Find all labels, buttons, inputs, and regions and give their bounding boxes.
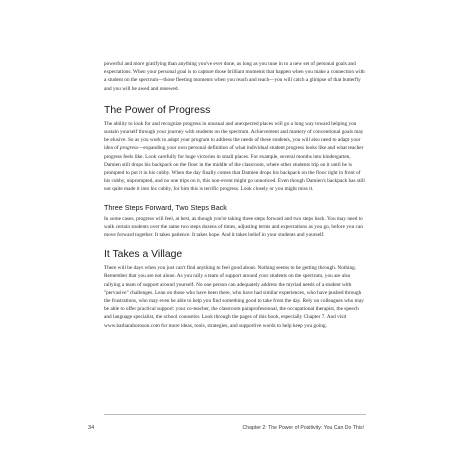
progress-paragraph: [104, 120, 366, 194]
intro-paragraph: powerful and more gratifying than anything you've ever done, as long as you tune in to a new set of personal goals and expectations. When your personal goal is to capture those brilliant moments that happen when you make a connection with a student on the spectrum—those fleeting moments when you reach and teach—you will catch a glimpse of that butterfly and you will be awed and renewed.: [104, 61, 365, 92]
section-heading-steps: Three Steps Forward, Two Steps Back: [104, 202, 227, 212]
text-column: [104, 60, 366, 330]
progress-paragraph-start: The ability to look for and recognize progress in unusual and unexpected places will go a long way toward helping you sustain yourself through your journey with students on the spectrum. Achievement and mastery of conventional goals may be elusive. So as you work to adapt your program to address the needs of these students, you will also need to adapt your idea of: [104, 120, 364, 152]
village-paragraph: There will be days when you just can't find anything to feel good about. Nothing seems to be getting through. Nothing. Remember that you are not alone. As you rally a team of support around your students on the spectrum, you are also rallying a team of support around yourself. No one person can adequately address the myriad needs of a student with "pervasive" challenges. Lean on those who have been there, who have had similar experiences, who have pushed through the frustrations, who may even be able to help you find something good to take from the day. Rely on colleagues who may be able to offer practical support: your co-teacher, the classroom paraprofessional, the occupational therapist, the speech and language specialist, the school counselor. Look through the pages of this book, especially Chapter 7. And visit www.barbaraboroson.com for more ideas, tools, strategies, and supportive words to help keep you going.: [104, 265, 364, 329]
section-heading-village: It Takes a Village: [104, 249, 183, 261]
progress-paragraph-end: —expanding your own personal definition of what individual student progress looks like and what teacher progress feels like. Look carefully for huge victories in small places. For example, several months into kindergarten, Damien still drops his backpack on the floor in the middle of the classroom, where other students trip on it until he is prompted to put it in his cubby. When the day finally comes that Damien drops his backpack on the floor right in front of his cubby, unprompted, and no one trips on it, this non-event might go unnoticed. Even though Damien's backpack has still not quite made it into his cubby, for him this is terrific progress. Look closely or you might miss it.: [104, 145, 365, 193]
footer-divider: [104, 414, 366, 415]
page-number: 34: [88, 425, 95, 431]
progress-emphasis: progress: [119, 145, 139, 152]
steps-paragraph: In some cases, progress will feel, at best, as though you're taking three steps forward and two steps back. You may need to walk certain students over the same two steps dozens of times, adjusting terms and expectations as you go, before you can move forward together. It takes patience. It takes hope. And it takes belief in your students and yourself.: [104, 215, 363, 239]
running-footer-title: Chapter 2: The Power of Positivity: You Can Do This!: [242, 425, 364, 431]
section-heading-progress: The Power of Progress: [104, 104, 211, 116]
